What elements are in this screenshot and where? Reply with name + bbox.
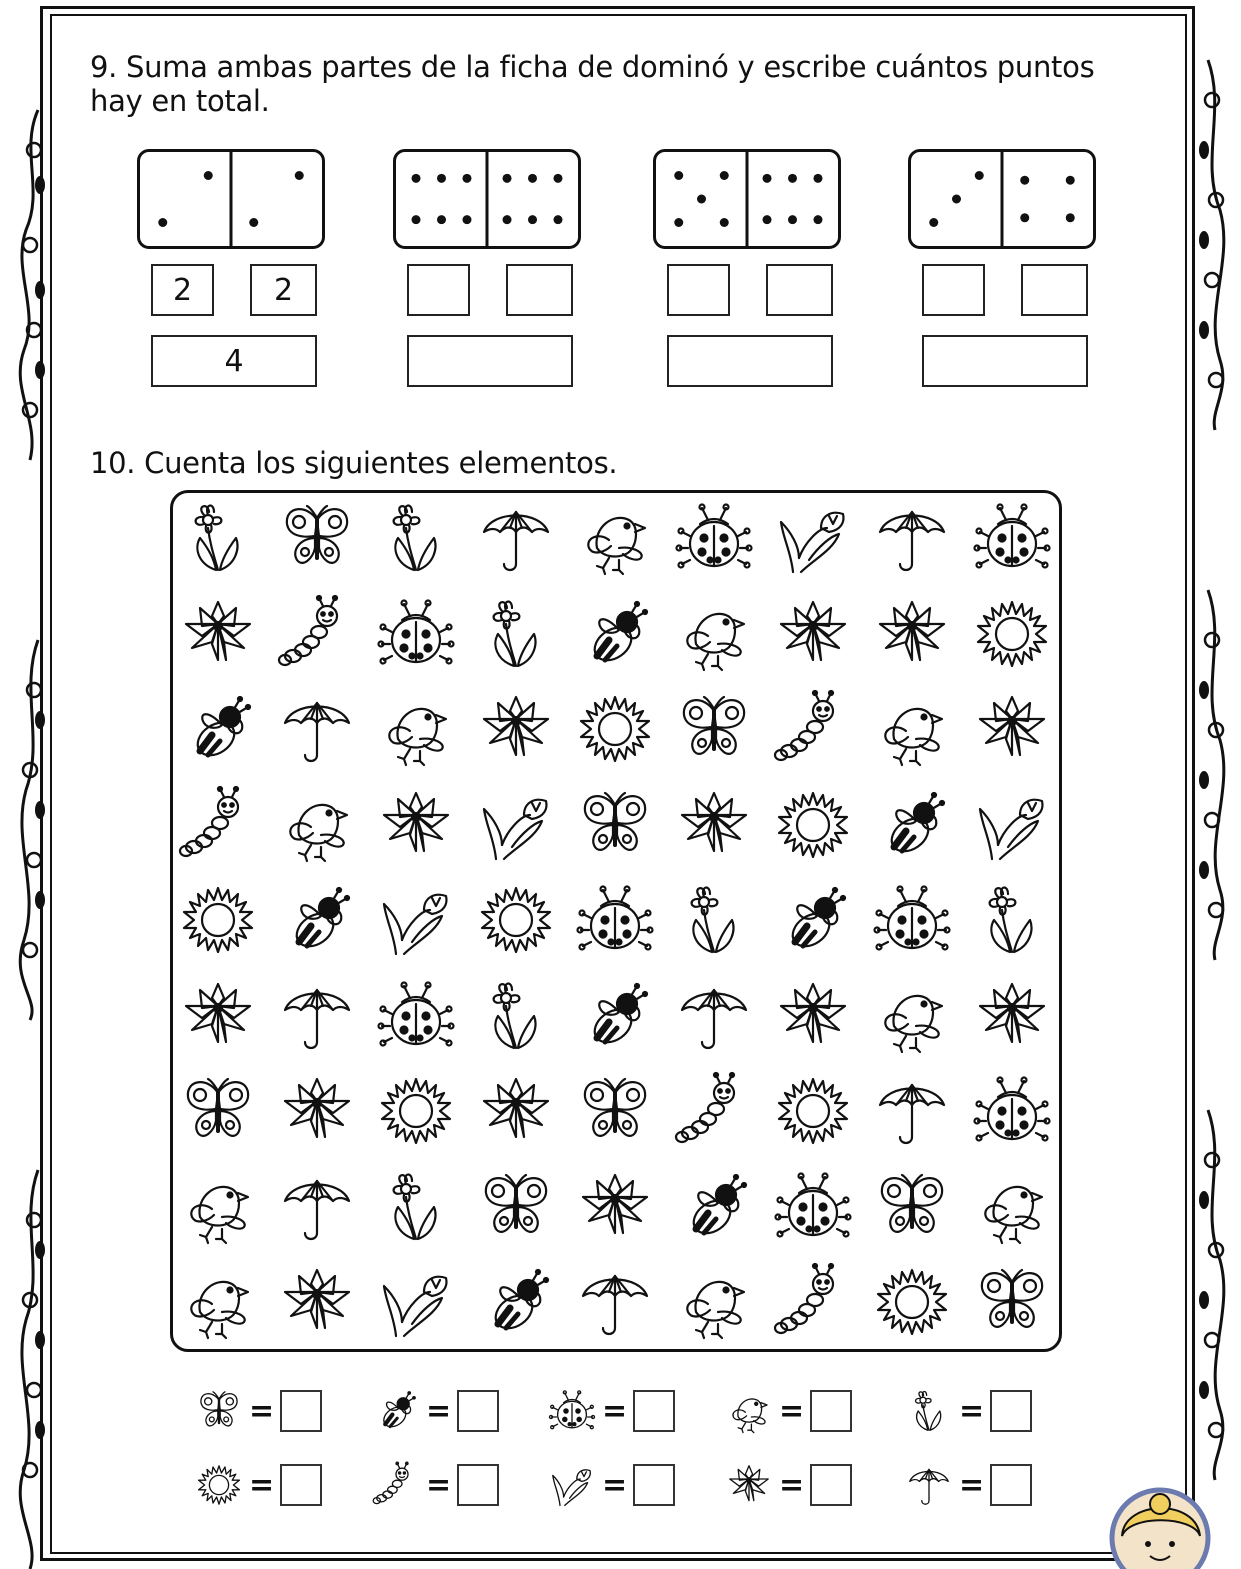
umbrella-icon	[476, 498, 556, 578]
grid-cell	[476, 1071, 556, 1151]
caterpillar-icon	[773, 689, 853, 769]
tulip-icon	[548, 1461, 596, 1509]
domino-total-box[interactable]	[922, 335, 1088, 387]
grid-cell	[773, 976, 853, 1056]
grid-cell	[575, 1167, 655, 1247]
domino-right-count-box[interactable]	[1021, 264, 1088, 316]
umbrella-icon	[674, 976, 754, 1056]
exercise-9-instruction: 9. Suma ambas partes de la ficha de dominó y escribe cuántos puntos hay en total.	[90, 50, 1095, 118]
grid-cell	[376, 1262, 456, 1342]
sun-icon	[476, 880, 556, 960]
tulip-icon	[376, 1262, 456, 1342]
bird-icon	[725, 1387, 773, 1435]
grid-cell	[178, 1167, 258, 1247]
author-avatar-logo	[1108, 1486, 1218, 1569]
butterfly-icon	[674, 689, 754, 769]
bird-icon	[178, 1262, 258, 1342]
grid-cell	[476, 880, 556, 960]
count-answer-box[interactable]	[457, 1464, 499, 1506]
grid-cell	[476, 1262, 556, 1342]
grid-cell	[872, 976, 952, 1056]
bird-icon	[872, 976, 952, 1056]
legend-caterpillar	[372, 1462, 499, 1508]
grid-cell	[872, 880, 952, 960]
ladybug-icon	[773, 1167, 853, 1247]
bee-icon	[178, 689, 258, 769]
grid-cell	[872, 594, 952, 674]
lotus-icon	[773, 594, 853, 674]
equals-sign: =	[959, 1393, 985, 1429]
grid-cell	[773, 689, 853, 769]
grid-cell	[773, 785, 853, 865]
grid-cell	[376, 1071, 456, 1151]
bee-icon	[674, 1167, 754, 1247]
sun-icon	[773, 1071, 853, 1151]
flower-icon	[178, 498, 258, 578]
lotus-icon	[277, 1262, 357, 1342]
grid-cell	[773, 594, 853, 674]
grid-cell	[376, 880, 456, 960]
count-answer-box[interactable]	[990, 1390, 1032, 1432]
bird-icon	[972, 1167, 1052, 1247]
sun-icon	[972, 594, 1052, 674]
flower-icon	[376, 498, 456, 578]
lotus-icon	[972, 976, 1052, 1056]
equals-sign: =	[249, 1467, 275, 1503]
bee-icon	[277, 880, 357, 960]
grid-cell	[178, 1262, 258, 1342]
count-answer-box[interactable]	[633, 1390, 675, 1432]
grid-cell	[872, 498, 952, 578]
bird-icon	[872, 689, 952, 769]
umbrella-icon	[872, 1071, 952, 1151]
grid-cell	[972, 1262, 1052, 1342]
grid-cell	[277, 689, 357, 769]
umbrella-icon	[277, 1167, 357, 1247]
grid-cell	[575, 1071, 655, 1151]
grid-cell	[872, 689, 952, 769]
grid-cell	[376, 976, 456, 1056]
grid-cell	[376, 689, 456, 769]
grid-cell	[277, 785, 357, 865]
lotus-icon	[476, 689, 556, 769]
grid-cell	[178, 785, 258, 865]
butterfly-icon	[972, 1262, 1052, 1342]
domino-right-count-box[interactable]	[506, 264, 573, 316]
grid-cell	[674, 498, 754, 578]
ladybug-icon	[972, 1071, 1052, 1151]
domino-dots	[140, 152, 322, 246]
lotus-icon	[277, 1071, 357, 1151]
lotus-icon	[376, 785, 456, 865]
domino-left-count-box[interactable]	[667, 264, 730, 316]
legend-flower	[905, 1388, 1032, 1434]
legend-tulip	[548, 1462, 675, 1508]
grid-cell	[575, 976, 655, 1056]
grid-cell	[872, 1071, 952, 1151]
bird-icon	[277, 785, 357, 865]
grid-cell	[376, 1167, 456, 1247]
domino-tile-2	[393, 149, 581, 249]
grid-cell	[773, 498, 853, 578]
domino-dots	[911, 152, 1093, 246]
bee-icon	[773, 880, 853, 960]
grid-cell	[674, 689, 754, 769]
equals-sign: =	[426, 1467, 452, 1503]
legend-butterfly	[195, 1388, 322, 1434]
equals-sign: =	[779, 1467, 805, 1503]
grid-cell	[277, 498, 357, 578]
grid-cell	[674, 594, 754, 674]
grid-cell	[575, 498, 655, 578]
sun-icon	[872, 1262, 952, 1342]
bee-icon	[575, 594, 655, 674]
ladybug-icon	[872, 880, 952, 960]
count-answer-box[interactable]	[280, 1390, 322, 1432]
flower-icon	[376, 1167, 456, 1247]
umbrella-icon	[905, 1461, 953, 1509]
flower-icon	[972, 880, 1052, 960]
caterpillar-icon	[674, 1071, 754, 1151]
grid-cell	[178, 498, 258, 578]
grid-cell	[178, 976, 258, 1056]
domino-tile-4	[908, 149, 1096, 249]
butterfly-icon	[195, 1387, 243, 1435]
tulip-icon	[376, 880, 456, 960]
ladybug-icon	[674, 498, 754, 578]
flower-icon	[674, 880, 754, 960]
domino-right-count-box[interactable]	[766, 264, 833, 316]
flower-icon	[905, 1387, 953, 1435]
domino-left-count-box[interactable]	[922, 264, 985, 316]
sun-icon	[376, 1071, 456, 1151]
count-answer-box[interactable]	[457, 1390, 499, 1432]
bee-icon	[372, 1387, 420, 1435]
grid-cell	[674, 1167, 754, 1247]
butterfly-icon	[575, 785, 655, 865]
ladybug-icon	[575, 880, 655, 960]
equals-sign: =	[249, 1393, 275, 1429]
legend-umbrella	[905, 1462, 1032, 1508]
grid-cell	[773, 1167, 853, 1247]
domino-right-count-box[interactable]: 2	[250, 264, 317, 316]
bird-icon	[674, 594, 754, 674]
domino-left-count-box[interactable]	[407, 264, 470, 316]
grid-cell	[674, 785, 754, 865]
grid-cell	[972, 976, 1052, 1056]
grid-cell	[972, 594, 1052, 674]
grid-cell	[476, 785, 556, 865]
flower-icon	[476, 976, 556, 1056]
domino-left-count-box[interactable]: 2	[151, 264, 214, 316]
equals-sign: =	[426, 1393, 452, 1429]
grid-cell	[476, 976, 556, 1056]
equals-sign: =	[779, 1393, 805, 1429]
grid-cell	[575, 880, 655, 960]
count-answer-box[interactable]	[810, 1464, 852, 1506]
umbrella-icon	[277, 689, 357, 769]
legend-bird	[725, 1388, 852, 1434]
lotus-icon	[725, 1461, 773, 1509]
count-answer-box[interactable]	[990, 1464, 1032, 1506]
sun-icon	[575, 689, 655, 769]
grid-cell	[972, 498, 1052, 578]
domino-tile-1	[137, 149, 325, 249]
legend-ladybug	[548, 1388, 675, 1434]
grid-cell	[476, 1167, 556, 1247]
grid-cell	[277, 594, 357, 674]
grid-cell	[773, 1071, 853, 1151]
grid-cell	[872, 785, 952, 865]
grid-cell	[476, 594, 556, 674]
grid-cell	[277, 976, 357, 1056]
grid-cell	[972, 689, 1052, 769]
caterpillar-icon	[372, 1461, 420, 1509]
grid-cell	[575, 594, 655, 674]
bee-icon	[872, 785, 952, 865]
lotus-icon	[872, 594, 952, 674]
legend-lotus	[725, 1462, 852, 1508]
grid-cell	[575, 689, 655, 769]
lotus-icon	[773, 976, 853, 1056]
grid-cell	[277, 1167, 357, 1247]
count-answer-box[interactable]	[633, 1464, 675, 1506]
grid-cell	[575, 1262, 655, 1342]
exercise-10-instruction: 10. Cuenta los siguientes elementos.	[90, 446, 618, 480]
bird-icon	[178, 1167, 258, 1247]
ladybug-icon	[548, 1387, 596, 1435]
bee-icon	[575, 976, 655, 1056]
count-answer-box[interactable]	[280, 1464, 322, 1506]
butterfly-icon	[476, 1167, 556, 1247]
ladybug-icon	[972, 498, 1052, 578]
grid-cell	[376, 498, 456, 578]
grid-cell	[575, 785, 655, 865]
grid-cell	[178, 1071, 258, 1151]
bird-icon	[575, 498, 655, 578]
domino-total-box[interactable]	[667, 335, 833, 387]
legend-bee	[372, 1388, 499, 1434]
sun-icon	[178, 880, 258, 960]
grid-cell	[674, 1262, 754, 1342]
lotus-icon	[178, 594, 258, 674]
lotus-icon	[178, 976, 258, 1056]
grid-cell	[972, 785, 1052, 865]
grid-cell	[773, 1262, 853, 1342]
flower-icon	[476, 594, 556, 674]
umbrella-icon	[872, 498, 952, 578]
bird-icon	[376, 689, 456, 769]
grid-cell	[277, 880, 357, 960]
domino-tile-3	[653, 149, 841, 249]
grid-cell	[178, 689, 258, 769]
tulip-icon	[773, 498, 853, 578]
umbrella-icon	[575, 1262, 655, 1342]
bee-icon	[476, 1262, 556, 1342]
equals-sign: =	[959, 1467, 985, 1503]
equals-sign: =	[602, 1393, 628, 1429]
lotus-icon	[476, 1071, 556, 1151]
grid-cell	[277, 1071, 357, 1151]
grid-cell	[178, 594, 258, 674]
butterfly-icon	[872, 1167, 952, 1247]
butterfly-icon	[575, 1071, 655, 1151]
grid-cell	[773, 880, 853, 960]
bird-icon	[674, 1262, 754, 1342]
caterpillar-icon	[773, 1262, 853, 1342]
grid-cell	[972, 880, 1052, 960]
domino-total-box[interactable]: 4	[151, 335, 317, 387]
umbrella-icon	[277, 976, 357, 1056]
domino-total-box[interactable]	[407, 335, 573, 387]
grid-cell	[476, 498, 556, 578]
legend-sun	[195, 1462, 322, 1508]
butterfly-icon	[277, 498, 357, 578]
grid-cell	[872, 1262, 952, 1342]
lotus-icon	[972, 689, 1052, 769]
caterpillar-icon	[178, 785, 258, 865]
tulip-icon	[476, 785, 556, 865]
sun-icon	[195, 1461, 243, 1509]
butterfly-icon	[178, 1071, 258, 1151]
ladybug-icon	[376, 976, 456, 1056]
caterpillar-icon	[277, 594, 357, 674]
grid-cell	[376, 594, 456, 674]
domino-dots	[396, 152, 578, 246]
grid-cell	[674, 880, 754, 960]
sun-icon	[773, 785, 853, 865]
lotus-icon	[575, 1167, 655, 1247]
grid-cell	[674, 1071, 754, 1151]
equals-sign: =	[602, 1467, 628, 1503]
grid-cell	[872, 1167, 952, 1247]
grid-cell	[972, 1167, 1052, 1247]
grid-cell	[376, 785, 456, 865]
lotus-icon	[674, 785, 754, 865]
ladybug-icon	[376, 594, 456, 674]
grid-cell	[277, 1262, 357, 1342]
grid-cell	[674, 976, 754, 1056]
tulip-icon	[972, 785, 1052, 865]
grid-cell	[178, 880, 258, 960]
domino-dots	[656, 152, 838, 246]
grid-cell	[476, 689, 556, 769]
count-answer-box[interactable]	[810, 1390, 852, 1432]
grid-cell	[972, 1071, 1052, 1151]
